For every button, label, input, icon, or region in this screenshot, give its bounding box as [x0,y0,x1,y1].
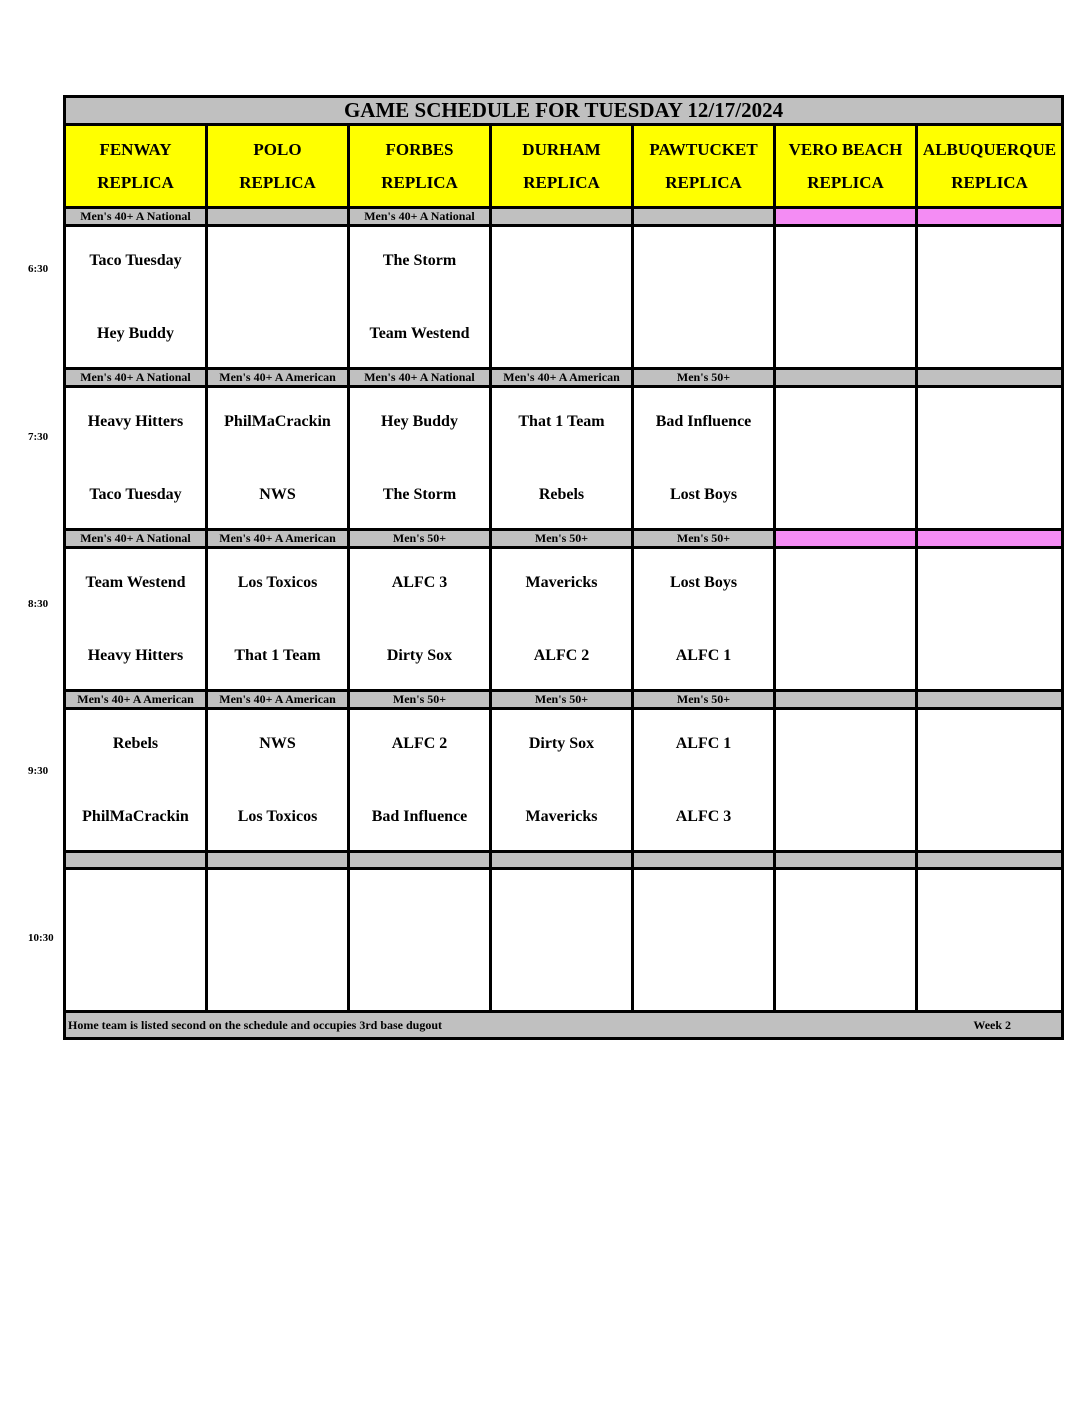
division-label: Men's 40+ A American [491,369,633,387]
home-team: Team Westend [369,324,470,342]
game-cell [917,387,1063,530]
division-label: Men's 40+ A American [207,369,349,387]
game-cell [65,548,207,691]
field-header [775,125,917,208]
away-team: That 1 Team [518,412,605,430]
game-cell [65,709,207,852]
away-team: Lost Boys [669,573,738,591]
home-team [918,646,1061,666]
game-row [65,226,1063,369]
home-team: Taco Tuesday [89,485,182,503]
away-team [634,894,773,914]
division-label [633,208,775,226]
home-team [634,967,773,987]
game-cell [207,869,349,1012]
away-team [776,573,915,593]
game-cell [917,548,1063,691]
division-label [917,530,1063,548]
field-sub: REPLICA [97,173,174,192]
field-name: FORBES [385,140,454,159]
away-team [918,894,1061,914]
away-team: NWS [259,734,296,752]
game-cell [65,226,207,369]
division-label: Men's 40+ A National [349,369,491,387]
time-column [0,0,64,1408]
away-team: Dirty Sox [528,734,595,752]
division-label: Men's 40+ A National [65,208,207,226]
time-label: 7:30 [28,431,49,443]
away-team: ALFC 1 [675,734,732,752]
home-team [492,324,631,344]
field-header [65,125,207,208]
game-cell [65,869,207,1012]
division-label [775,691,917,709]
home-team [350,967,489,987]
game-cell [349,226,491,369]
division-label [207,208,349,226]
home-team: Bad Influence [371,807,468,825]
game-cell [207,548,349,691]
page-title: GAME SCHEDULE FOR TUESDAY 12/17/2024 [65,97,1063,125]
game-cell [917,709,1063,852]
footer-note: Home team is listed second on the schedule and occupies 3rd base dugout [68,1017,443,1032]
division-label [775,852,917,869]
game-cell [775,387,917,530]
away-team: Rebels [112,734,159,752]
home-team: Heavy Hitters [87,646,184,664]
home-team [776,485,915,505]
field-name: VERO BEACH [788,140,903,159]
field-name: DURHAM [522,140,601,159]
home-team [634,324,773,344]
division-row [65,530,1063,548]
division-label [917,208,1063,226]
division-row [65,691,1063,709]
division-label [917,369,1063,387]
field-header [491,125,633,208]
game-row [65,709,1063,852]
home-team: NWS [259,485,296,503]
home-team [918,485,1061,505]
division-label [917,852,1063,869]
division-label [917,691,1063,709]
division-row [65,208,1063,226]
away-team [776,734,915,754]
game-cell [349,709,491,852]
away-team: The Storm [382,251,457,269]
game-cell [207,226,349,369]
division-label [491,208,633,226]
division-label: Men's 50+ [633,691,775,709]
field-sub: REPLICA [381,173,458,192]
game-cell [65,387,207,530]
away-team: Los Toxicos [237,573,318,591]
footer [65,1012,1063,1039]
away-team [918,412,1061,432]
home-team [492,967,631,987]
division-label: Men's 50+ [349,530,491,548]
game-cell [491,869,633,1012]
home-team: Los Toxicos [237,807,318,825]
division-label [633,852,775,869]
field-header [633,125,775,208]
division-label [775,369,917,387]
game-cell [917,869,1063,1012]
home-team: ALFC 3 [675,807,732,825]
away-team [776,412,915,432]
home-team [776,967,915,987]
away-team: Mavericks [525,573,598,591]
home-team [208,967,347,987]
away-team: ALFC 3 [391,573,448,591]
away-team: Hey Buddy [381,412,458,430]
home-team [776,646,915,666]
game-row [65,869,1063,1012]
game-cell [775,548,917,691]
away-team [492,251,631,271]
division-label: Men's 40+ A American [207,530,349,548]
field-header [917,125,1063,208]
time-label: 10:30 [28,932,54,944]
division-label [207,852,349,869]
game-cell [491,387,633,530]
game-cell [775,869,917,1012]
game-cell [349,869,491,1012]
field-name: POLO [253,140,302,159]
week-label: Week 2 [973,1017,1012,1032]
division-label: Men's 50+ [633,530,775,548]
division-label [349,852,491,869]
away-team: Taco Tuesday [89,251,182,269]
away-team [918,734,1061,754]
game-row [65,387,1063,530]
away-team: Heavy Hitters [87,412,184,430]
division-label: Men's 50+ [491,691,633,709]
division-label: Men's 50+ [491,530,633,548]
division-label: Men's 50+ [633,369,775,387]
home-team: That 1 Team [234,646,321,664]
game-cell [633,869,775,1012]
field-sub: REPLICA [807,173,884,192]
away-team [66,894,205,914]
game-cell [633,387,775,530]
game-cell [207,387,349,530]
home-team [918,807,1061,827]
field-sub: REPLICA [239,173,316,192]
home-team: Hey Buddy [97,324,174,342]
away-team [918,251,1061,271]
home-team: Mavericks [525,807,598,825]
field-header [207,125,349,208]
home-team: ALFC 1 [675,646,732,664]
home-team: Rebels [538,485,585,503]
home-team [776,324,915,344]
home-team: Lost Boys [669,485,738,503]
away-team: ALFC 2 [391,734,448,752]
game-cell [491,226,633,369]
away-team: Team Westend [85,573,186,591]
away-team [492,894,631,914]
home-team [918,324,1061,344]
away-team: Bad Influence [655,412,752,430]
away-team [208,894,347,914]
game-cell [207,709,349,852]
division-label: Men's 40+ A National [65,369,207,387]
field-sub: REPLICA [523,173,600,192]
away-team [634,251,773,271]
game-cell [633,226,775,369]
field-header [349,125,491,208]
home-team: The Storm [382,485,457,503]
division-label: Men's 40+ A National [65,530,207,548]
division-label [65,852,207,869]
away-team [776,894,915,914]
away-team: PhilMaCrackin [224,412,331,430]
division-label [775,530,917,548]
division-label: Men's 40+ A American [65,691,207,709]
division-row [65,852,1063,869]
game-cell [349,387,491,530]
home-team: Dirty Sox [386,646,453,664]
game-cell [491,548,633,691]
home-team [208,324,347,344]
division-label: Men's 50+ [349,691,491,709]
away-team [776,251,915,271]
game-cell [349,548,491,691]
field-name: FENWAY [99,140,172,159]
away-team [208,251,347,271]
division-row [65,369,1063,387]
time-label: 6:30 [28,263,49,275]
time-label: 8:30 [28,598,49,610]
away-team [918,573,1061,593]
field-sub: REPLICA [951,173,1028,192]
game-cell [917,226,1063,369]
game-cell [633,709,775,852]
game-cell [491,709,633,852]
division-label: Men's 40+ A American [207,691,349,709]
home-team [918,967,1061,987]
game-cell [775,226,917,369]
field-sub: REPLICA [665,173,742,192]
field-header-row [65,125,1063,208]
home-team: PhilMaCrackin [82,807,189,825]
schedule-table [63,95,1064,1040]
field-name: ALBUQUERQUE [922,140,1057,159]
home-team [66,967,205,987]
division-label: Men's 40+ A National [349,208,491,226]
division-label [775,208,917,226]
game-row [65,548,1063,691]
division-label [491,852,633,869]
home-team [776,807,915,827]
away-team [350,894,489,914]
field-name: PAWTUCKET [649,140,758,159]
game-cell [775,709,917,852]
home-team: ALFC 2 [533,646,590,664]
time-label: 9:30 [28,765,49,777]
game-cell [633,548,775,691]
